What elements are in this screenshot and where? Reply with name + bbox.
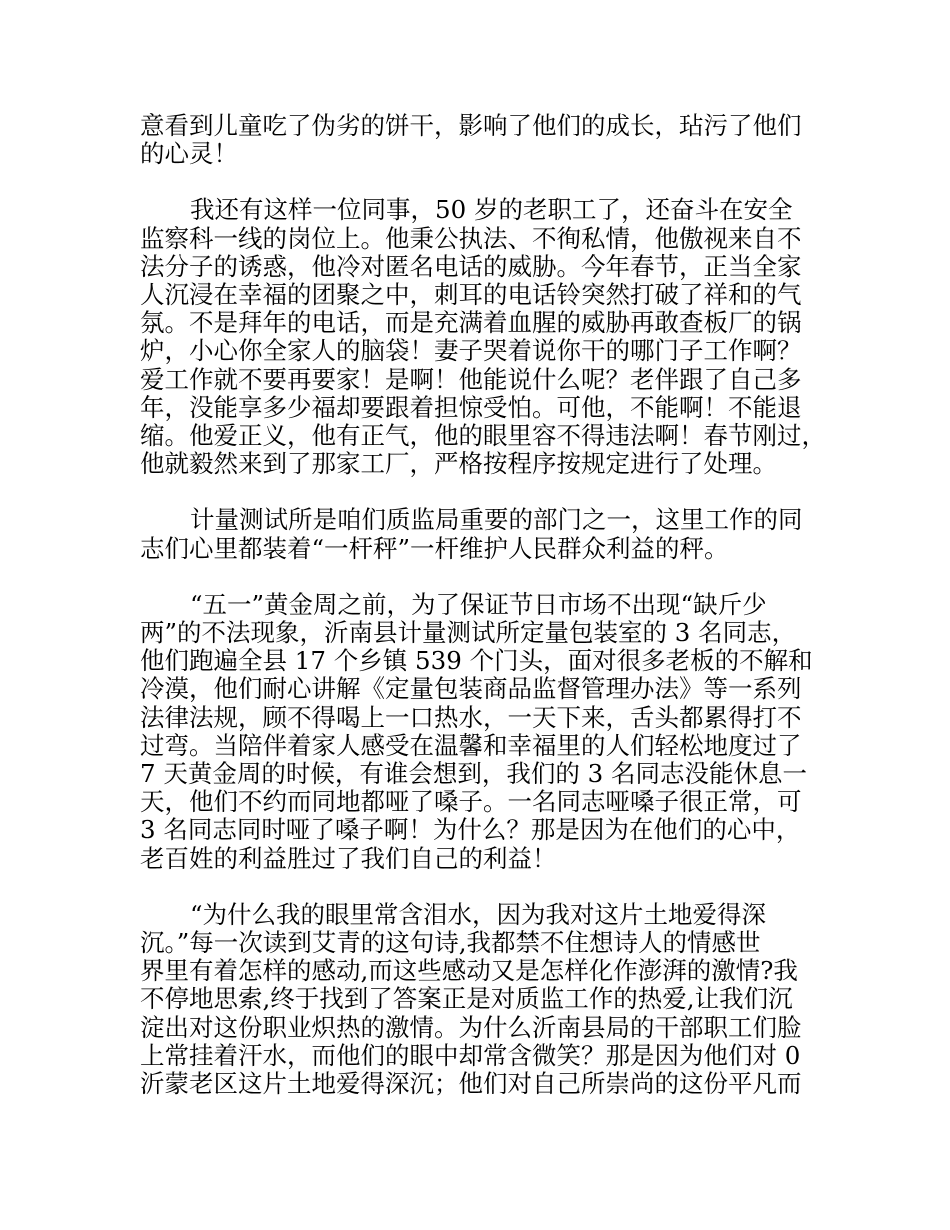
- text-line: 界里有着怎样的感动,而这些感动又是怎样化作澎湃的激情?我: [140, 956, 798, 986]
- text-line: 法律法规，顾不得喝上一口热水，一天下来，舌头都累得打不: [140, 702, 802, 732]
- text-line: 淀出对这份职业炽热的激情。为什么沂南县局的干部职工们脸: [140, 1012, 802, 1042]
- paragraph: [140, 196, 830, 478]
- text-line: 两”的不法现象，沂南县计量测试所定量包装室的 3 名同志，: [140, 618, 797, 648]
- text-line: 缩。他爱正义，他有正气，他的眼里容不得违法啊！春节刚过，: [140, 421, 826, 451]
- text-line: 沂蒙老区这片土地爱得深沉；他们对自己所崇尚的这份平凡而: [140, 1069, 802, 1099]
- text-line: 氛。不是拜年的电话，而是充满着血腥的威胁再敢查板厂的锅: [140, 308, 802, 338]
- text-line: 人沉浸在幸福的团聚之中，刺耳的电话铃突然打破了祥和的气: [140, 280, 802, 310]
- document-body: [140, 112, 830, 1126]
- text-line: 过弯。当陪伴着家人感受在温馨和幸福里的人们轻松地度过了: [140, 730, 802, 760]
- text-line: “五一”黄金周之前，为了保证节日市场不出现“缺斤少: [190, 589, 767, 619]
- text-line: 不停地思索,终于找到了答案正是对质监工作的热爱,让我们沉: [140, 984, 793, 1014]
- text-line: 冷漠，他们耐心讲解《定量包装商品监督管理办法》等一系列: [140, 674, 802, 704]
- text-line: 年，没能享多少福却要跟着担惊受怕。可他，不能啊！不能退: [140, 392, 802, 422]
- text-line: 我还有这样一位同事，50 岁的老职工了，还奋斗在安全: [190, 195, 793, 225]
- paragraph: [140, 901, 830, 1098]
- text-line: 爱工作就不要再要家！是啊！他能说什么呢？老伴跟了自己多: [140, 364, 802, 394]
- text-line: 天，他们不约而同地都哑了嗓子。一名同志哑嗓子很正常，可: [140, 787, 802, 817]
- paragraph: [140, 591, 830, 873]
- text-line: 的心灵！: [140, 139, 238, 169]
- text-line: 志们心里都装着“一杆秤”一杆维护人民群众利益的秤。: [140, 533, 729, 563]
- text-line: 他就毅然来到了那家工厂，严格按程序按规定进行了处理。: [140, 449, 777, 479]
- text-line: 计量测试所是咱们质监局重要的部门之一，这里工作的同: [190, 505, 803, 535]
- paragraph: [140, 112, 830, 168]
- text-line: 意看到儿童吃了伪劣的饼干，影响了他们的成长，玷污了他们: [140, 111, 802, 140]
- text-line: 老百姓的利益胜过了我们自己的利益！: [140, 843, 557, 873]
- text-line: 7 天黄金周的时候，有谁会想到，我们的 3 名同志没能休息一: [140, 759, 808, 789]
- text-line: 监察科一线的岗位上。他秉公执法、不徇私情，他傲视来自不: [140, 223, 802, 253]
- text-line: 他们跑遍全县 17 个乡镇 539 个门头，面对很多老板的不解和: [140, 646, 813, 676]
- paragraph: [140, 506, 830, 562]
- text-line: “为什么我的眼里常含泪水，因为我对这片土地爱得深: [190, 899, 767, 929]
- text-line: 沉。”每一次读到艾青的这句诗,我都禁不住想诗人的情感世: [140, 928, 761, 958]
- text-line: 炉，小心你全家人的脑袋！妻子哭着说你干的哪门子工作啊？: [140, 336, 802, 366]
- text-line: 上常挂着汗水，而他们的眼中却常含微笑？那是因为他们对 0: [140, 1040, 801, 1070]
- text-line: 3 名同志同时哑了嗓子啊！为什么？那是因为在他们的心中，: [140, 815, 801, 845]
- text-line: 法分子的诱惑，他冷对匿名电话的威胁。今年春节，正当全家: [140, 251, 802, 281]
